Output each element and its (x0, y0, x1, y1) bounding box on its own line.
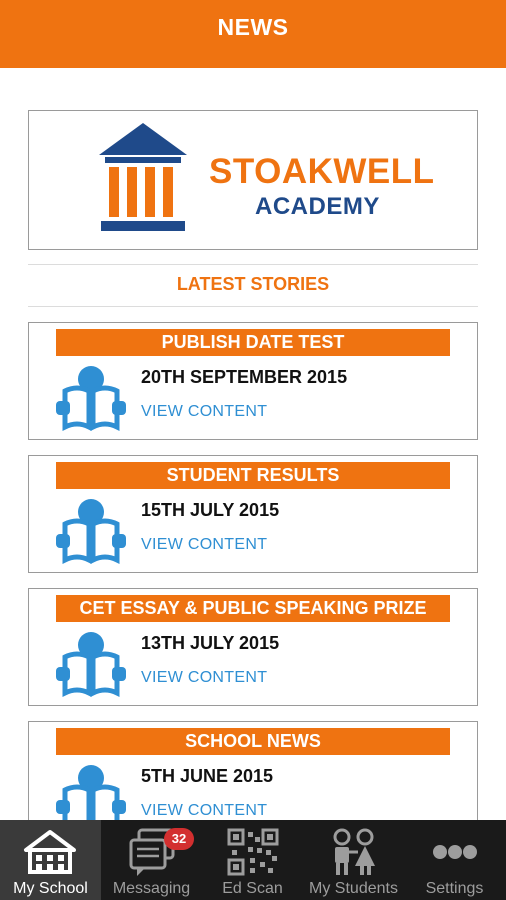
story-title: SCHOOL NEWS (56, 728, 450, 755)
story-title: PUBLISH DATE TEST (56, 329, 450, 356)
story-card[interactable] (28, 455, 478, 573)
page-title: NEWS (217, 14, 289, 40)
tab-label: My School (13, 880, 88, 897)
story-title: CET ESSAY & PUBLIC SPEAKING PRIZE (56, 595, 450, 622)
tab-my-students[interactable] (303, 820, 404, 900)
academy-building-icon (95, 121, 191, 241)
section-title: LATEST STORIES (176, 274, 330, 294)
view-content-link[interactable]: VIEW CONTENT (141, 403, 268, 420)
story-date: 20TH SEPTEMBER 2015 (141, 367, 348, 387)
tab-my-school[interactable] (0, 820, 101, 900)
bottom-tab-bar (0, 820, 506, 900)
tab-label: Messaging (112, 880, 191, 897)
students-icon (303, 828, 404, 876)
home-icon (0, 828, 101, 876)
view-content-link[interactable]: VIEW CONTENT (141, 802, 268, 819)
tab-settings[interactable] (404, 820, 505, 900)
story-card[interactable] (28, 322, 478, 440)
school-subtitle: ACADEMY (255, 193, 380, 220)
reading-book-icon (55, 631, 127, 697)
unread-count-badge: 32 (164, 828, 194, 850)
school-name: STOAKWELL (209, 152, 435, 191)
reading-book-icon (55, 498, 127, 564)
app-header (0, 0, 506, 68)
view-content-link[interactable]: VIEW CONTENT (141, 536, 268, 553)
tab-label: Ed Scan (222, 880, 283, 897)
tab-label: Settings (425, 880, 484, 897)
story-date: 15TH JULY 2015 (141, 500, 280, 520)
tab-label: My Students (309, 880, 398, 897)
school-logo-banner (28, 110, 478, 250)
divider (28, 264, 478, 265)
story-title: STUDENT RESULTS (56, 462, 450, 489)
reading-book-icon (55, 365, 127, 431)
story-date: 5TH JUNE 2015 (141, 766, 274, 786)
divider (28, 306, 478, 307)
tab-ed-scan[interactable] (202, 820, 303, 900)
story-card[interactable] (28, 588, 478, 706)
story-date: 13TH JULY 2015 (141, 633, 280, 653)
more-dots-icon (404, 828, 505, 876)
qr-code-icon (202, 828, 303, 876)
view-content-link[interactable]: VIEW CONTENT (141, 669, 268, 686)
news-feed[interactable] (0, 68, 506, 819)
